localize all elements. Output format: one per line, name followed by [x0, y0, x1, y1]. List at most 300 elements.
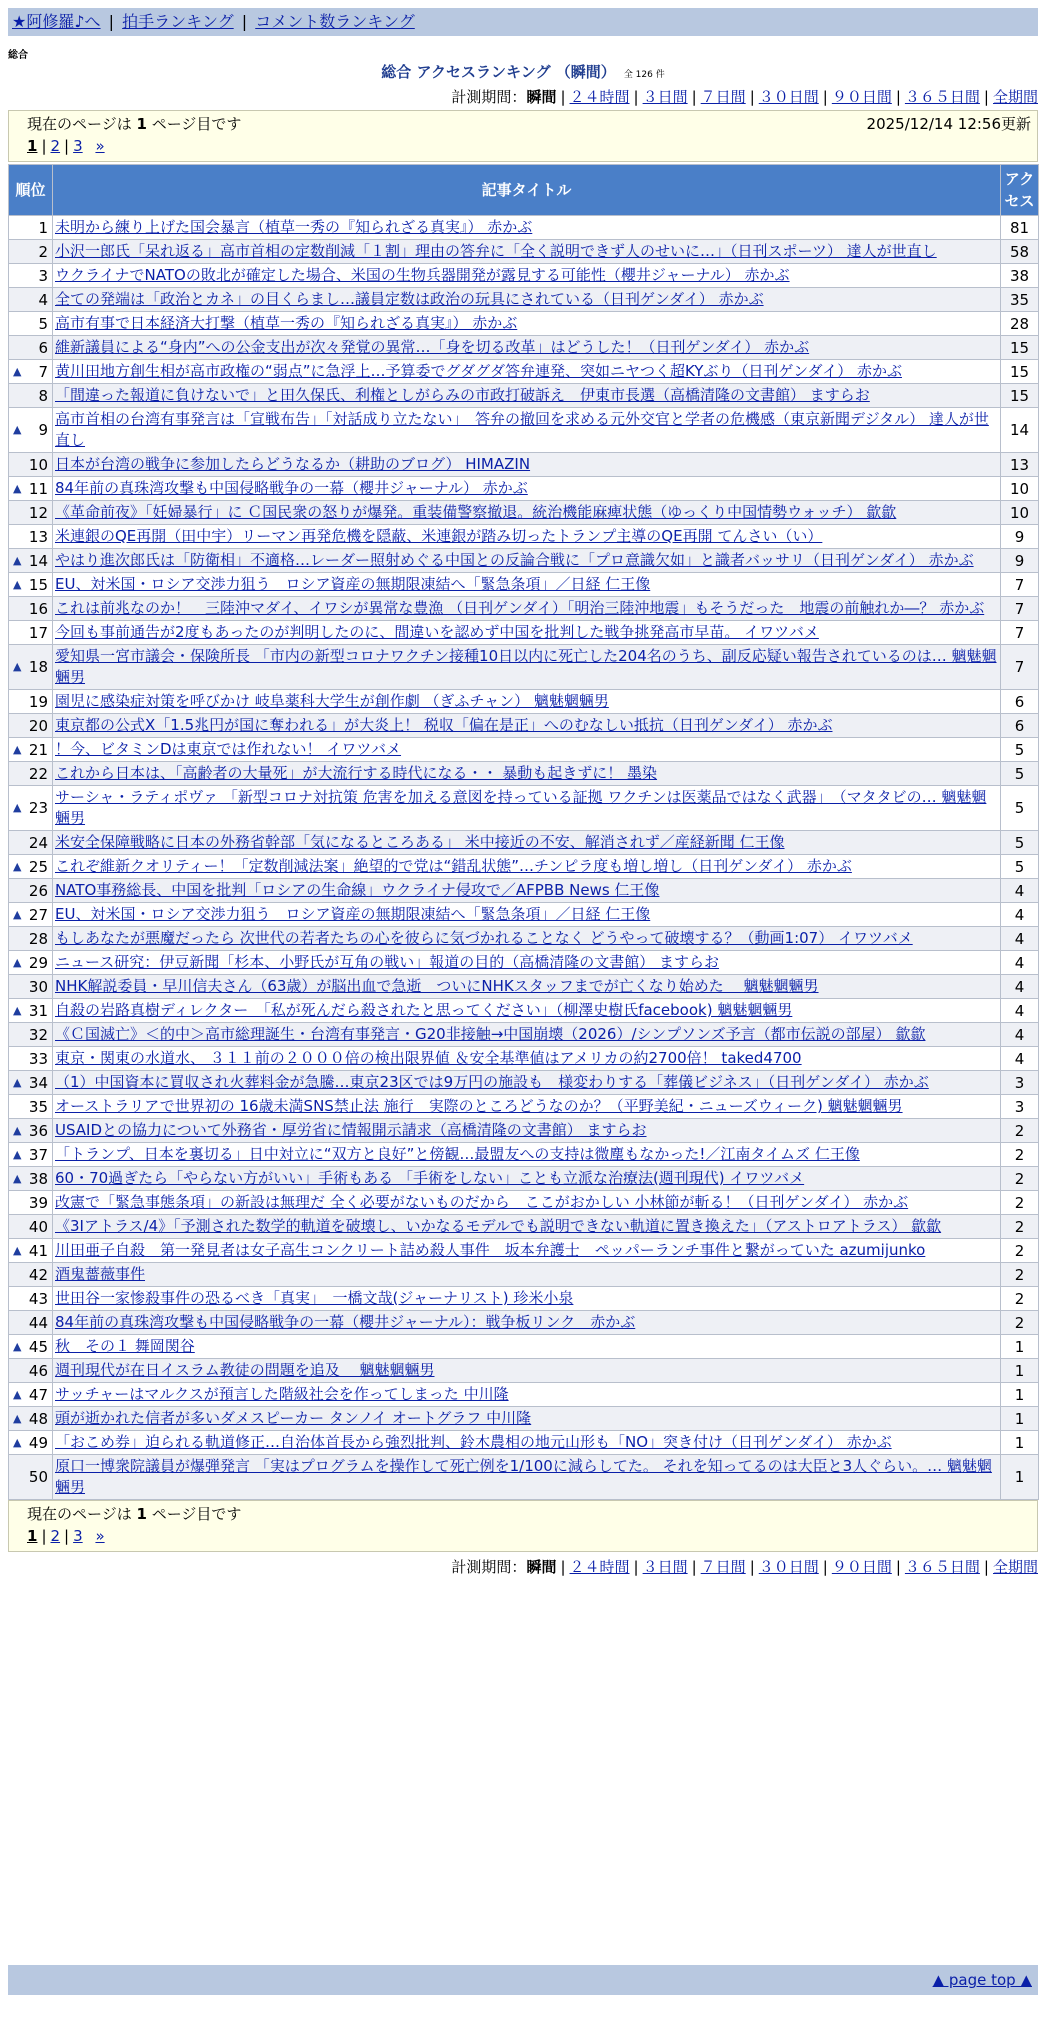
- up-arrow-icon: ▲: [13, 1003, 22, 1017]
- access-count: 3: [1001, 1071, 1039, 1095]
- period-separator: |: [822, 1558, 828, 1576]
- access-count: 10: [1001, 501, 1039, 525]
- period-separator: |: [691, 1558, 697, 1576]
- rank-number: 37: [28, 1145, 48, 1164]
- table-row: [9, 336, 1039, 360]
- period-separator: |: [560, 88, 566, 106]
- table-row: [9, 1239, 1039, 1263]
- article-link[interactable]: サーシャ・ラティポヴァ 「新型コロナ対抗策 危害を加える意図を持っている証拠 ワクチンは医薬品ではなく武器」 （マタタビの… 魑魅魍魎男: [55, 788, 987, 827]
- title-cell: [53, 573, 1001, 597]
- rank-number: 10: [28, 455, 48, 474]
- article-link[interactable]: USAIDとの協力について外務省・厚労省に情報開示請求（高橋清隆の文書館） ますらお: [55, 1121, 647, 1139]
- period-separator: |: [822, 88, 828, 106]
- access-count: 1: [1001, 1431, 1039, 1455]
- title-cell: [53, 216, 1001, 240]
- article-link[interactable]: これぞ維新クオリティー！「定数削減法案」絶望的で党は“錯乱状態”…チンピラ度も増し増し（日刊ゲンダイ） 赤かぶ: [55, 857, 852, 875]
- article-link[interactable]: サッチャーはマルクスが預言した階級社会を作ってしまった 中川隆: [55, 1385, 509, 1403]
- rank-number: 45: [28, 1337, 48, 1356]
- nav-separator: |: [241, 12, 248, 31]
- table-row: [9, 831, 1039, 855]
- article-link[interactable]: 維新議員による“身内”への公金支出が次々発覚の異常…「身を切る改革」はどうした！（日刊ゲンダイ） 赤かぶ: [55, 338, 810, 356]
- access-count: 6: [1001, 690, 1039, 714]
- title-cell: [53, 1431, 1001, 1455]
- table-row: [9, 1263, 1039, 1287]
- article-link[interactable]: 60・70過ぎたら「やらない方がいい」手術もある 「手術をしない」ことも立派な治療法(週刊現代) イワツバメ: [55, 1169, 805, 1187]
- article-link[interactable]: 高市首相の台湾有事発言は「宣戦布告」「対話成り立たない」 答弁の撤回を求める元外交官と学者の危機感（東京新聞デジタル） 達人が世直し: [55, 410, 989, 449]
- article-link[interactable]: 米安全保障戦略に日本の外務省幹部「気になるところある」 米中接近の不安、解消されず／産経新聞 仁王像: [55, 833, 785, 851]
- article-link[interactable]: ニュース研究：伊豆新聞「杉本、小野氏が互角の戦い」報道の目的（高橋清隆の文書館） ますらお: [55, 953, 720, 971]
- title-cell: [53, 762, 1001, 786]
- rank-cell: [9, 264, 53, 288]
- title-cell: [53, 408, 1001, 453]
- article-link[interactable]: 園児に感染症対策を呼びかけ 岐阜薬科大学生が創作劇 （ぎふチャン） 魑魅魍魎男: [55, 692, 609, 710]
- rank-cell: [9, 927, 53, 951]
- title-cell: [53, 855, 1001, 879]
- pager-page-1[interactable]: 1: [27, 137, 38, 155]
- period-label: 計測期間：: [451, 88, 527, 106]
- rank-number: 19: [28, 692, 48, 711]
- period-separator: |: [983, 88, 989, 106]
- article-link[interactable]: 黄川田地方創生相が高市政権の“弱点”に急浮上…予算委でグダグダ答弁連発、突如ニヤつく超KYぶり（日刊ゲンダイ） 赤かぶ: [55, 362, 902, 380]
- access-count: 2: [1001, 1215, 1039, 1239]
- rank-number: 5: [38, 314, 48, 333]
- rank-cell: [9, 855, 53, 879]
- title-cell: [53, 714, 1001, 738]
- access-count: 58: [1001, 240, 1039, 264]
- rank-number: 2: [38, 242, 48, 261]
- rank-cell: [9, 1047, 53, 1071]
- rank-number: 4: [38, 290, 48, 309]
- article-link[interactable]: 週刊現代が在日イスラム教徒の問題を追及 魑魅魍魎男: [55, 1361, 435, 1379]
- article-link[interactable]: 米連銀のQE再開（田中宇）リーマン再発危機を隠蔽、米連銀が踏み切ったトランプ主導のQE再開 てんさい（い）: [55, 527, 823, 545]
- article-link[interactable]: もしあなたが悪魔だったら 次世代の若者たちの心を彼らに気づかれることなく どうやって破壊する？（動画1:07） イワツバメ: [55, 929, 913, 947]
- period-3[interactable]: ７日間: [700, 88, 746, 106]
- rank-number: 1: [38, 218, 48, 237]
- rank-number: 20: [28, 716, 48, 735]
- access-count: 2: [1001, 1287, 1039, 1311]
- table-row: [9, 738, 1039, 762]
- title-cell: [53, 1095, 1001, 1119]
- pager-separator: |: [41, 1527, 47, 1545]
- rank-number: 43: [28, 1289, 48, 1308]
- period-1[interactable]: ２４時間: [569, 88, 630, 106]
- title-cell: [53, 951, 1001, 975]
- page-top-link[interactable]: ▲ page top ▲: [932, 1971, 1032, 1989]
- pager-separator: [87, 1527, 92, 1545]
- access-count: 1: [1001, 1383, 1039, 1407]
- table-row: [9, 903, 1039, 927]
- table-row: [9, 1143, 1039, 1167]
- title-header: 記事タイトル: [53, 165, 1001, 216]
- rank-cell: [9, 621, 53, 645]
- article-link[interactable]: 未明から練り上げた国会暴言（植草一秀の『知られざる真実』） 赤かぶ: [55, 218, 533, 236]
- article-link[interactable]: 酒鬼薔薇事件: [55, 1265, 146, 1283]
- table-row: [9, 1119, 1039, 1143]
- access-count: 4: [1001, 927, 1039, 951]
- up-arrow-icon: ▲: [13, 1123, 22, 1137]
- access-count: 9: [1001, 525, 1039, 549]
- pager-page-3[interactable]: 3: [73, 1527, 83, 1545]
- article-link[interactable]: EU、対米国・ロシア交渉力狙う ロシア資産の無期限凍結へ「緊急条項」／日経 仁王像: [55, 905, 651, 923]
- article-link[interactable]: NHK解説委員・早川信夫さん（63歳）が脳出血で急逝 ついにNHKスタッフまでが亡くなり始めた 魑魅魍魎男: [55, 977, 819, 995]
- article-link[interactable]: （1）中国資本に買収され火葬料金が急騰…東京23区では9万円の施設も 様変わりする「葬儀ビジネス」（日刊ゲンダイ） 赤かぶ: [55, 1073, 929, 1091]
- access-header: アクセス: [1001, 165, 1039, 216]
- period-4[interactable]: ３０日間: [758, 1558, 819, 1576]
- article-link[interactable]: 今回も事前通告が2度もあったのが判明したのに、間違いを認めず中国を批判した戦争挑発高市早苗。 イワツバメ: [55, 623, 819, 641]
- title-cell: [53, 1359, 1001, 1383]
- title-cell: [53, 999, 1001, 1023]
- period-separator: |: [633, 1558, 639, 1576]
- article-link[interactable]: 《Ｃ国滅亡》＜的中＞高市総理誕生・台湾有事発言・G20非接触→中国崩壊（2026）/シンプソンズ予言（都市伝説の部屋） 歙歙: [55, 1025, 926, 1043]
- rank-number: 25: [28, 857, 48, 876]
- period-5[interactable]: ９０日間: [831, 1558, 892, 1576]
- title-cell: [53, 453, 1001, 477]
- rank-number: 14: [28, 551, 48, 570]
- title-cell: [53, 264, 1001, 288]
- article-link[interactable]: 秋 その１ 舞岡関谷: [55, 1337, 195, 1355]
- article-link[interactable]: 小沢一郎氏「呆れ返る」高市首相の定数削減「１割」理由の答弁に「全く説明できず人のせいに…」（日刊スポーツ） 達人が世直し: [55, 242, 937, 260]
- updated-timestamp: 2025/12/14 12:56更新: [866, 115, 1031, 133]
- period-separator: |: [749, 88, 755, 106]
- pager-top: [27, 135, 1019, 157]
- rank-cell: [9, 1143, 53, 1167]
- access-count: 10: [1001, 477, 1039, 501]
- rank-number: 48: [28, 1409, 48, 1428]
- article-link[interactable]: 高市有事で日本経済大打撃（植草一秀の『知られざる真実』） 赤かぶ: [55, 314, 518, 332]
- title-cell: [53, 975, 1001, 999]
- article-link[interactable]: 愛知県一宮市議会・保険所長 「市内の新型コロナワクチン接種10日以内に死亡した204名のうち、副反応疑い報告されているのは… 魑魅魍魎男: [55, 647, 997, 686]
- title-cell: [53, 621, 1001, 645]
- table-row: [9, 927, 1039, 951]
- access-count: 81: [1001, 216, 1039, 240]
- rank-cell: [9, 975, 53, 999]
- article-link[interactable]: やはり進次郎氏は「防衛相」不適格…レーダー照射めぐる中国との反論合戦に「プロ意識欠如」と識者バッサリ（日刊ゲンダイ） 赤かぶ: [55, 551, 974, 569]
- rank-number: 9: [38, 421, 48, 439]
- access-count: 15: [1001, 360, 1039, 384]
- period-6[interactable]: ３６５日間: [904, 88, 980, 106]
- access-count: 15: [1001, 384, 1039, 408]
- period-2[interactable]: ３日間: [642, 1558, 688, 1576]
- access-count: 2: [1001, 1143, 1039, 1167]
- article-link[interactable]: 84年前の真珠湾攻撃も中国侵略戦争の一幕（櫻井ジャーナル） 赤かぶ: [55, 479, 528, 497]
- title-cell: [53, 1143, 1001, 1167]
- access-count: 7: [1001, 597, 1039, 621]
- table-row: [9, 1335, 1039, 1359]
- article-link[interactable]: 「間違った報道に負けないで」と田久保氏、利権としがらみの市政打破訴え 伊東市長選（高橋清隆の文書館） ますらお: [55, 386, 870, 404]
- access-count: 1: [1001, 1335, 1039, 1359]
- access-count: 4: [1001, 879, 1039, 903]
- title-cell: [53, 597, 1001, 621]
- rank-cell: [9, 831, 53, 855]
- article-link[interactable]: 《革命前夜》「妊婦暴行」に Ｃ国民衆の怒りが爆発。重装備警察撤退。統治機能麻痺状態（ゆっくり中国情勢ウォッチ） 歙歙: [55, 503, 897, 521]
- up-arrow-icon: ▲: [13, 1075, 22, 1089]
- table-row: [9, 690, 1039, 714]
- title-cell: [53, 501, 1001, 525]
- rank-cell: [9, 690, 53, 714]
- rank-number: 21: [28, 740, 48, 759]
- current-page-text: 現在のページは 1 ページ目です: [27, 1505, 242, 1523]
- rank-cell: [9, 1287, 53, 1311]
- access-count: 7: [1001, 645, 1039, 690]
- period-label: 計測期間：: [451, 1558, 527, 1576]
- table-row: [9, 645, 1039, 690]
- access-count: 4: [1001, 903, 1039, 927]
- up-arrow-icon: ▲: [13, 364, 22, 378]
- access-count: 35: [1001, 288, 1039, 312]
- rank-cell: [9, 1119, 53, 1143]
- article-link[interactable]: 川田亜子自殺 第一発見者は女子高生コンクリート詰め殺人事件 坂本弁護士 ペッパーランチ事件と繋がっていた azumijunko: [55, 1241, 926, 1259]
- clap-ranking-link[interactable]: 拍手ランキング: [122, 12, 234, 31]
- rank-number: 6: [38, 338, 48, 357]
- article-link[interactable]: 「おこめ券」迫られる軌道修正…自治体首長から強烈批判、鈴木農相の地元山形も「NO」突き付け（日刊ゲンダイ） 赤かぶ: [55, 1433, 892, 1451]
- rank-number: 42: [28, 1265, 48, 1284]
- rank-cell: [9, 573, 53, 597]
- title-cell: [53, 312, 1001, 336]
- access-count: 5: [1001, 762, 1039, 786]
- rank-cell: [9, 645, 53, 690]
- access-count: 2: [1001, 1239, 1039, 1263]
- title-cell: [53, 1119, 1001, 1143]
- rank-number: 31: [28, 1001, 48, 1020]
- rank-number: 30: [28, 977, 48, 996]
- period-1[interactable]: ２４時間: [569, 1558, 630, 1576]
- info-box-bottom: [8, 1500, 1038, 1552]
- access-count: 6: [1001, 714, 1039, 738]
- title-cell: [53, 384, 1001, 408]
- page-title: 総合 アクセスランキング （瞬間）: [381, 63, 616, 81]
- pager-next-link[interactable]: »: [95, 137, 105, 155]
- title-cell: [53, 1071, 1001, 1095]
- table-row: [9, 999, 1039, 1023]
- title-cell: [53, 1311, 1001, 1335]
- table-row: [9, 1431, 1039, 1455]
- access-count: 4: [1001, 1047, 1039, 1071]
- up-arrow-icon: ▲: [13, 1171, 22, 1185]
- rank-cell: [9, 453, 53, 477]
- access-count: 4: [1001, 951, 1039, 975]
- rank-cell: [9, 1167, 53, 1191]
- rank-number: 7: [38, 362, 48, 381]
- table-row: [9, 1095, 1039, 1119]
- article-link[interactable]: NATO事務総長、中国を批判「ロシアの生命線」ウクライナ侵攻で／AFPBB News 仁王像: [55, 881, 660, 899]
- table-row: [9, 477, 1039, 501]
- table-row: [9, 762, 1039, 786]
- rank-cell: [9, 1311, 53, 1335]
- article-link[interactable]: ！今、ビタミンDは東京では作れない！ イワツバメ: [55, 740, 402, 758]
- access-count: 28: [1001, 312, 1039, 336]
- article-link[interactable]: 世田谷一家惨殺事件の恐るべき「真実」 一橋文哉(ジャーナリスト) 珍米小泉: [55, 1289, 574, 1307]
- rank-number: 17: [28, 623, 48, 642]
- period-selector-top: [451, 86, 1038, 108]
- access-count: 2: [1001, 1119, 1039, 1143]
- pager-page-3[interactable]: 3: [73, 137, 83, 155]
- title-cell: [53, 927, 1001, 951]
- pager-page-1[interactable]: 1: [27, 1527, 38, 1545]
- article-link[interactable]: 「トランプ、日本を裏切る」日中対立に“双方と良好”と傍観…最盟友への支持は微塵もなかった!／江南タイムズ 仁王像: [55, 1145, 860, 1163]
- title-cell: [53, 645, 1001, 690]
- title-cell: [53, 1287, 1001, 1311]
- table-row: [9, 1311, 1039, 1335]
- rank-cell: [9, 1263, 53, 1287]
- pager-page-2[interactable]: 2: [50, 137, 61, 155]
- article-link[interactable]: オーストラリアで世界初の 16歳未満SNS禁止法 施行 実際のところどうなのか？（平野美紀・ニューズウィーク) 魑魅魍魎男: [55, 1097, 903, 1115]
- rank-number: 22: [28, 764, 48, 783]
- rank-cell: [9, 216, 53, 240]
- article-link[interactable]: 頭が逝かれた信者が多いダメスピーカー タンノイ オートグラフ 中川隆: [55, 1409, 532, 1427]
- rank-cell: [9, 336, 53, 360]
- pager-bottom: [27, 1525, 1019, 1547]
- up-arrow-icon: ▲: [13, 1243, 22, 1257]
- table-row: [9, 240, 1039, 264]
- rank-cell: [9, 1455, 53, 1500]
- period-0: 瞬間: [526, 88, 557, 106]
- access-count: 5: [1001, 786, 1039, 831]
- title-cell: [53, 1335, 1001, 1359]
- table-row: [9, 621, 1039, 645]
- current-page-text: 現在のページは 1 ページ目です: [27, 115, 242, 133]
- rank-cell: [9, 879, 53, 903]
- pager-separator: |: [41, 137, 47, 155]
- article-link[interactable]: 《3Iアトラス/4》「予測された数学的軌道を破壊し、いかなるモデルでも説明できない軌道に置き換えた」（アストロアトラス） 歙歙: [55, 1217, 942, 1235]
- rank-number: 38: [28, 1169, 48, 1188]
- up-arrow-icon: ▲: [13, 801, 22, 814]
- period-0: 瞬間: [526, 1558, 557, 1576]
- period-selector-bottom: [451, 1556, 1038, 1578]
- rank-number: 50: [28, 1468, 48, 1486]
- period-separator: |: [749, 1558, 755, 1576]
- article-link[interactable]: 日本が台湾の戦争に参加したらどうなるか（耕助のブログ） HIMAZIN: [55, 455, 531, 473]
- table-row: [9, 216, 1039, 240]
- rank-cell: [9, 1383, 53, 1407]
- pager-next-link[interactable]: »: [95, 1527, 105, 1545]
- rank-cell: [9, 525, 53, 549]
- rank-number: 27: [28, 905, 48, 924]
- rank-number: 39: [28, 1193, 48, 1212]
- access-count: 4: [1001, 999, 1039, 1023]
- access-count: 14: [1001, 408, 1039, 453]
- info-box-top: [8, 110, 1038, 162]
- rank-cell: [9, 903, 53, 927]
- period-7[interactable]: 全期間: [992, 88, 1038, 106]
- title-cell: [53, 1263, 1001, 1287]
- article-link[interactable]: ウクライナでNATOの敗北が確定した場合、米国の生物兵器開発が露見する可能性（櫻井ジャーナル） 赤かぶ: [55, 266, 790, 284]
- article-link[interactable]: EU、対米国・ロシア交渉力狙う ロシア資産の無期限凍結へ「緊急条項」／日経 仁王像: [55, 575, 651, 593]
- table-row: [9, 714, 1039, 738]
- access-count: 2: [1001, 1167, 1039, 1191]
- table-row: [9, 855, 1039, 879]
- ranking-table: [8, 164, 1039, 1500]
- rank-number: 41: [28, 1241, 48, 1260]
- access-count: 2: [1001, 1263, 1039, 1287]
- rank-cell: [9, 951, 53, 975]
- rank-cell: [9, 288, 53, 312]
- table-row: [9, 975, 1039, 999]
- table-row: [9, 1359, 1039, 1383]
- period-7[interactable]: 全期間: [992, 1558, 1038, 1576]
- access-count: 4: [1001, 975, 1039, 999]
- article-link[interactable]: 改憲で「緊急事態条項」の新設は無理だ 全く必要がないものだから ここがおかしい 小林節が斬る！（日刊ゲンダイ） 赤かぶ: [55, 1193, 909, 1211]
- rank-number: 12: [28, 503, 48, 522]
- rank-number: 28: [28, 929, 48, 948]
- article-link[interactable]: これは前兆なのか！ 三陸沖マダイ、イワシが異常な豊漁 （日刊ゲンダイ）「明治三陸沖地震」もそうだった 地震の前触れか―？ 赤かぶ: [55, 599, 985, 617]
- table-row: [9, 1191, 1039, 1215]
- home-link[interactable]: ★阿修羅♪へ: [12, 12, 101, 31]
- table-row: [9, 786, 1039, 831]
- table-row: [9, 1215, 1039, 1239]
- rank-cell: [9, 714, 53, 738]
- up-arrow-icon: ▲: [13, 481, 22, 495]
- period-2[interactable]: ３日間: [642, 88, 688, 106]
- article-link[interactable]: 自殺の岩路真樹ディレクター 「私が死んだら殺されたと思ってください」（柳澤史樹氏facebook) 魑魅魍魎男: [55, 1001, 793, 1019]
- rank-header: 順位: [9, 165, 53, 216]
- title-cell: [53, 288, 1001, 312]
- up-arrow-icon: ▲: [13, 742, 22, 756]
- rank-number: 11: [28, 479, 48, 498]
- rank-cell: [9, 1071, 53, 1095]
- period-separator: |: [560, 1558, 566, 1576]
- table-row: [9, 384, 1039, 408]
- rank-cell: [9, 738, 53, 762]
- access-count: 38: [1001, 264, 1039, 288]
- title-cell: [53, 1455, 1001, 1500]
- category-label: 総合: [8, 50, 28, 61]
- access-count: 5: [1001, 831, 1039, 855]
- comment-ranking-link[interactable]: コメント数ランキング: [255, 12, 415, 31]
- rank-cell: [9, 1191, 53, 1215]
- article-link[interactable]: 東京・関東の水道水、 ３１１前の２０００倍の検出限界値 ＆安全基準値はアメリカの約2700倍！ taked4700: [55, 1049, 802, 1067]
- rank-number: 18: [28, 658, 48, 676]
- rank-cell: [9, 786, 53, 831]
- rank-number: 46: [28, 1361, 48, 1380]
- period-6[interactable]: ３６５日間: [904, 1558, 980, 1576]
- article-link[interactable]: 原口一博衆院議員が爆弾発言 「実はプログラムを操作して死亡例を1/100に減らしてた。 それを知ってるのは大臣と3人ぐらい。… 魑魅魍魎男: [55, 1457, 992, 1496]
- article-link[interactable]: 東京都の公式X「1.5兆円が国に奪われる」が大炎上！ 税収「偏在是正」へのむなしい抵抗（日刊ゲンダイ） 赤かぶ: [55, 716, 833, 734]
- table-row: [9, 549, 1039, 573]
- table-row: [9, 1071, 1039, 1095]
- rank-number: 36: [28, 1121, 48, 1140]
- rank-cell: [9, 1215, 53, 1239]
- article-link[interactable]: 84年前の真珠湾攻撃も中国侵略戦争の一幕（櫻井ジャーナル）：戦争板リンク 赤かぶ: [55, 1313, 636, 1331]
- rank-number: 15: [28, 575, 48, 594]
- up-arrow-icon: ▲: [13, 577, 22, 591]
- article-link[interactable]: これから日本は、「高齢者の大量死」が大流行する時代になる・・ 暴動も起きずに！ 墨染: [55, 764, 658, 782]
- rank-cell: [9, 1407, 53, 1431]
- rank-cell: [9, 999, 53, 1023]
- period-5[interactable]: ９０日間: [831, 88, 892, 106]
- table-row: [9, 288, 1039, 312]
- title-cell: [53, 1167, 1001, 1191]
- up-arrow-icon: ▲: [13, 1435, 22, 1449]
- title-cell: [53, 831, 1001, 855]
- rank-cell: [9, 1335, 53, 1359]
- up-arrow-icon: ▲: [13, 553, 22, 567]
- period-3[interactable]: ７日間: [700, 1558, 746, 1576]
- period-4[interactable]: ３０日間: [758, 88, 819, 106]
- rank-cell: [9, 1359, 53, 1383]
- rank-number: 40: [28, 1217, 48, 1236]
- pager-page-2[interactable]: 2: [50, 1527, 61, 1545]
- table-row: [9, 573, 1039, 597]
- access-count: 1: [1001, 1455, 1039, 1500]
- access-count: 7: [1001, 621, 1039, 645]
- period-separator: |: [633, 88, 639, 106]
- title-cell: [53, 549, 1001, 573]
- rank-number: 13: [28, 527, 48, 546]
- article-link[interactable]: 全ての発端は「政治とカネ」の目くらまし…議員定数は政治の玩具にされている（日刊ゲンダイ） 赤かぶ: [55, 290, 764, 308]
- up-arrow-icon: ▲: [13, 859, 22, 873]
- period-separator: |: [895, 88, 901, 106]
- title-cell: [53, 360, 1001, 384]
